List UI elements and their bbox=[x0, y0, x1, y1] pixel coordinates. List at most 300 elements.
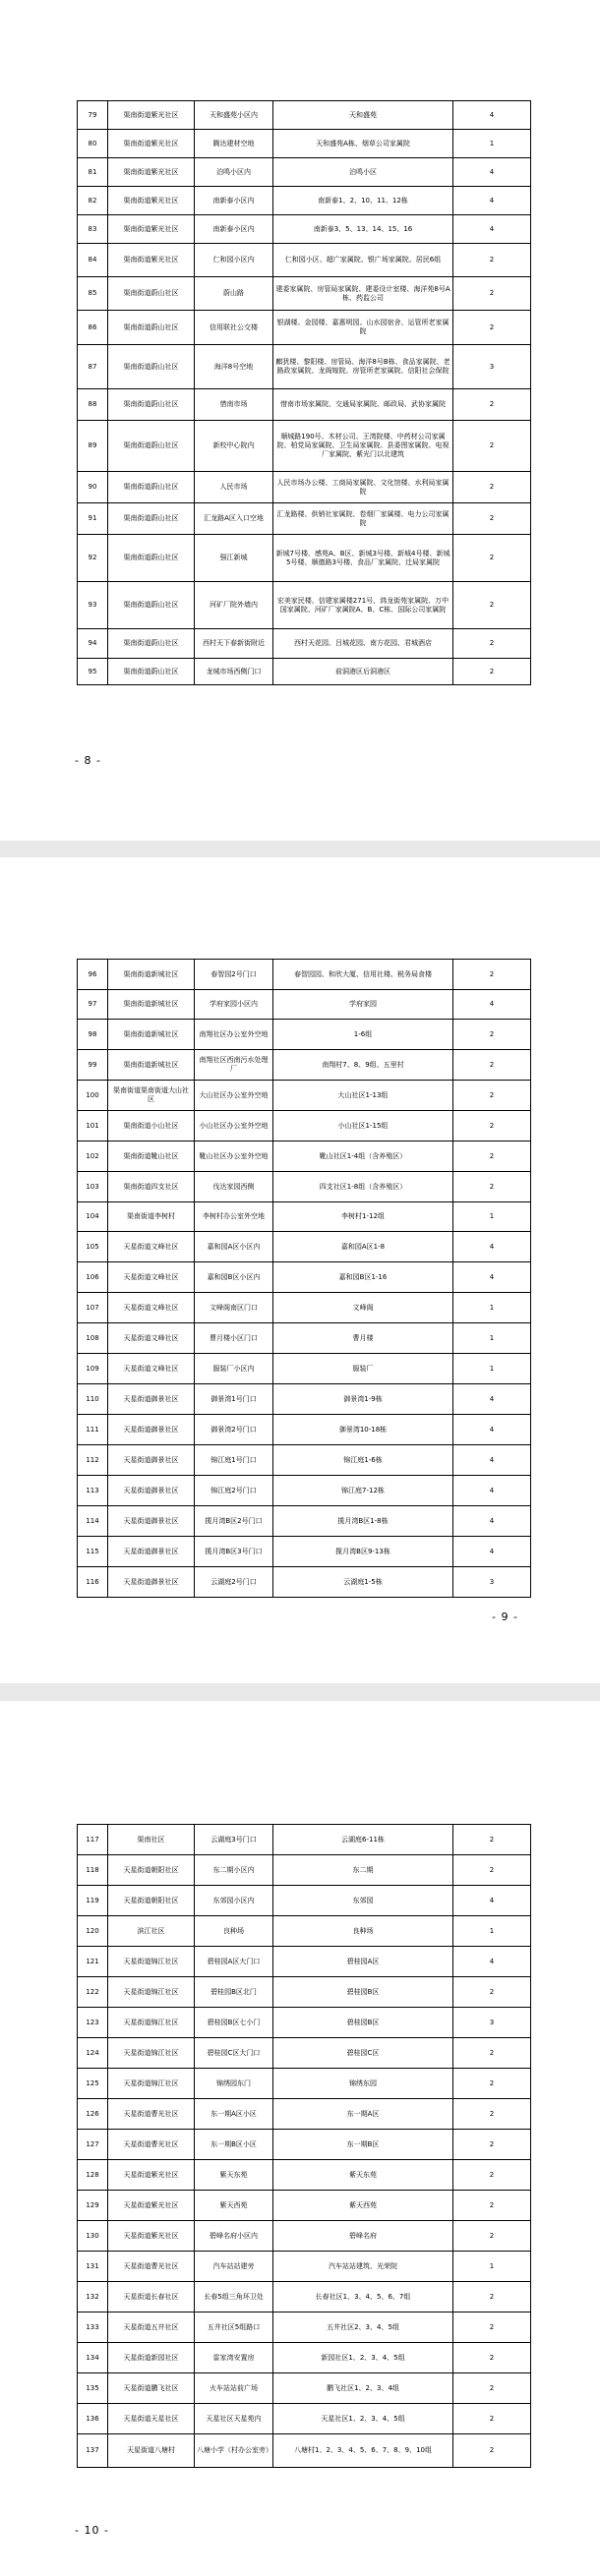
cell-scope: 仁和园小区、超广家属院、银广场家属院、居民6组 bbox=[273, 244, 453, 277]
cell-count: 1 bbox=[453, 130, 531, 158]
cell-count: 2 bbox=[453, 503, 531, 535]
cell-no: 113 bbox=[78, 1476, 108, 1506]
cell-location: 南翔社区办公室外空地 bbox=[195, 1020, 273, 1050]
cell-no: 95 bbox=[78, 659, 108, 685]
table-row bbox=[78, 1825, 531, 1855]
cell-location: 春智园2号门口 bbox=[195, 960, 273, 990]
cell-location: 八塘小学（村办公室旁） bbox=[195, 2434, 273, 2468]
cell-location: 文峰阁南区门口 bbox=[195, 1293, 273, 1323]
cell-scope: 顺城路190号、木材公司、王湾院楼、中药材公司家属院、柏党局家属院、卫生局家属院、县委图家属院、电视厂家属院、紫光门以北建筑 bbox=[273, 421, 453, 472]
cell-scope: 揽月湾B区9-13栋 bbox=[273, 1537, 453, 1567]
cell-community: 渠南街道紫光社区 bbox=[108, 187, 195, 215]
cell-community: 滨江社区 bbox=[108, 1916, 195, 1947]
cell-scope: 建委家属院、房管局家属院、建委设计室楼、海洋苑8号A栋、药监公司 bbox=[273, 277, 453, 311]
cell-community: 天星街道曹光社区 bbox=[108, 2130, 195, 2160]
table-row bbox=[78, 421, 531, 472]
cell-community: 渠南街道蔚山社区 bbox=[108, 345, 195, 389]
cell-no: 134 bbox=[78, 2343, 108, 2373]
cell-count: 1 bbox=[453, 1354, 531, 1384]
cell-scope: 天星社区1、2、3、4、5组 bbox=[273, 2404, 453, 2434]
table-row bbox=[78, 158, 531, 187]
cell-scope: 云湖庭6-11栋 bbox=[273, 1825, 453, 1855]
cell-community: 天星街道御景社区 bbox=[108, 1567, 195, 1598]
cell-no: 88 bbox=[78, 389, 108, 421]
cell-scope: 八塘村1、2、3、4、5、6、7、8、9、10组 bbox=[273, 2434, 453, 2468]
cell-scope: 大山社区1-13组 bbox=[273, 1081, 453, 1111]
cell-count: 2 bbox=[453, 1825, 531, 1855]
cell-location: 锦江庭2号门口 bbox=[195, 1476, 273, 1506]
cell-community: 渠南街道新城社区 bbox=[108, 960, 195, 990]
cell-scope: 锦江庭7-12栋 bbox=[273, 1476, 453, 1506]
cell-no: 105 bbox=[78, 1232, 108, 1262]
table-row bbox=[78, 1111, 531, 1142]
cell-community: 渠南街道紫光社区 bbox=[108, 158, 195, 187]
cell-location: 龙城市场西侧门口 bbox=[195, 659, 273, 685]
cell-scope: 御景湾10-18栋 bbox=[273, 1415, 453, 1445]
cell-no: 127 bbox=[78, 2130, 108, 2160]
cell-community: 渠南街道紫光社区 bbox=[108, 215, 195, 244]
cell-scope: 锦江庭1-6栋 bbox=[273, 1445, 453, 1476]
cell-location: 天星社区天星苑内 bbox=[195, 2404, 273, 2434]
cell-scope: 嘉和园A区1-8 bbox=[273, 1232, 453, 1262]
cell-no: 116 bbox=[78, 1567, 108, 1598]
document-page-10 bbox=[0, 1701, 600, 2576]
cell-count: 2 bbox=[453, 2434, 531, 2468]
table-row bbox=[78, 990, 531, 1020]
cell-scope: 天和盛苑 bbox=[273, 101, 453, 130]
cell-no: 79 bbox=[78, 101, 108, 130]
cell-scope: 紫天西苑 bbox=[273, 2191, 453, 2221]
cell-no: 115 bbox=[78, 1537, 108, 1567]
cell-scope: 碧峰名府 bbox=[273, 2221, 453, 2252]
site-table-page-9 bbox=[77, 959, 531, 1598]
cell-count: 4 bbox=[453, 158, 531, 187]
cell-no: 109 bbox=[78, 1354, 108, 1384]
table-row bbox=[78, 187, 531, 215]
cell-no: 99 bbox=[78, 1050, 108, 1081]
cell-count: 2 bbox=[453, 2221, 531, 2252]
cell-scope: 天和盛苑A栋、烟草公司家属院 bbox=[273, 130, 453, 158]
cell-community: 天星街道锦江社区 bbox=[108, 2008, 195, 2038]
cell-scope: 学府家园 bbox=[273, 990, 453, 1020]
cell-scope: 新园社区1、2、3、4、5组 bbox=[273, 2343, 453, 2373]
table-row bbox=[78, 2373, 531, 2404]
cell-location: 蔚山路 bbox=[195, 277, 273, 311]
cell-community: 天星街道紫光社区 bbox=[108, 2160, 195, 2191]
cell-location: 曹月楼小区门口 bbox=[195, 1323, 273, 1354]
table-row bbox=[78, 2221, 531, 2252]
cell-community: 天星街道御景社区 bbox=[108, 1506, 195, 1537]
cell-location: 东一期A区小区 bbox=[195, 2099, 273, 2130]
cell-count: 2 bbox=[453, 1172, 531, 1202]
cell-count: 2 bbox=[453, 2282, 531, 2313]
cell-location: 海洋8号空地 bbox=[195, 345, 273, 389]
cell-no: 101 bbox=[78, 1111, 108, 1142]
cell-no: 130 bbox=[78, 2221, 108, 2252]
cell-location: 雷家湾安置房 bbox=[195, 2343, 273, 2373]
cell-location: 大山社区办公室外空地 bbox=[195, 1081, 273, 1111]
cell-count: 2 bbox=[453, 629, 531, 659]
cell-count: 2 bbox=[453, 2160, 531, 2191]
cell-count: 2 bbox=[453, 421, 531, 472]
cell-count: 4 bbox=[453, 1415, 531, 1445]
cell-count: 2 bbox=[453, 1020, 531, 1050]
cell-community: 渠南街道蔚山社区 bbox=[108, 472, 195, 503]
cell-count: 2 bbox=[453, 1111, 531, 1142]
cell-community: 天星街道御景社区 bbox=[108, 1415, 195, 1445]
page-number: - 10 - bbox=[75, 2524, 109, 2537]
cell-no: 129 bbox=[78, 2191, 108, 2221]
cell-community: 天星街道紫光社区 bbox=[108, 2191, 195, 2221]
cell-count: 2 bbox=[453, 1855, 531, 1886]
cell-scope: 紫天东苑 bbox=[273, 2160, 453, 2191]
cell-scope: 小山社区1-15组 bbox=[273, 1111, 453, 1142]
cell-no: 106 bbox=[78, 1262, 108, 1293]
cell-scope: 嘉和园B区1-16 bbox=[273, 1262, 453, 1293]
cell-scope: 御景湾1-9栋 bbox=[273, 1384, 453, 1415]
cell-count: 2 bbox=[453, 2313, 531, 2343]
cell-no: 137 bbox=[78, 2434, 108, 2468]
cell-no: 90 bbox=[78, 472, 108, 503]
cell-count: 1 bbox=[453, 1916, 531, 1947]
cell-scope: 南新泰1、2、10、11、12栋 bbox=[273, 187, 453, 215]
table-row bbox=[78, 2313, 531, 2343]
cell-count: 2 bbox=[453, 2373, 531, 2404]
cell-location: 碧峰名府小区内 bbox=[195, 2221, 273, 2252]
table-row bbox=[78, 1537, 531, 1567]
page-number: - 9 - bbox=[492, 1610, 518, 1623]
cell-location: 紫天西苑 bbox=[195, 2191, 273, 2221]
cell-no: 93 bbox=[78, 582, 108, 629]
table-row bbox=[78, 1947, 531, 1977]
cell-count: 2 bbox=[453, 2069, 531, 2099]
cell-community: 天星街道鹏飞社区 bbox=[108, 2373, 195, 2404]
cell-scope: 碧桂园B区 bbox=[273, 1977, 453, 2008]
table-row bbox=[78, 503, 531, 535]
cell-count: 2 bbox=[453, 1977, 531, 2008]
cell-no: 84 bbox=[78, 244, 108, 277]
cell-count: 3 bbox=[453, 345, 531, 389]
cell-location: 东二期小区内 bbox=[195, 1855, 273, 1886]
document-page-9 bbox=[0, 857, 600, 1683]
table-row bbox=[78, 2130, 531, 2160]
cell-count: 1 bbox=[453, 1293, 531, 1323]
cell-no: 133 bbox=[78, 2313, 108, 2343]
cell-location: 南新泰小区内 bbox=[195, 215, 273, 244]
cell-no: 108 bbox=[78, 1323, 108, 1354]
table-row bbox=[78, 1384, 531, 1415]
cell-count: 4 bbox=[453, 1886, 531, 1916]
cell-scope: 银湖楼、金园楼、嘉惠明园、山水园宿舍、运管所老家属院 bbox=[273, 311, 453, 345]
table-row bbox=[78, 2069, 531, 2099]
cell-location: 泊鸣小区内 bbox=[195, 158, 273, 187]
cell-location: 良种场 bbox=[195, 1916, 273, 1947]
cell-community: 天星街道朝阳社区 bbox=[108, 1855, 195, 1886]
cell-location: 云湖庭3号门口 bbox=[195, 1825, 273, 1855]
cell-location: 服装厂小区内 bbox=[195, 1354, 273, 1384]
cell-location: 御景湾1号门口 bbox=[195, 1384, 273, 1415]
table-row bbox=[78, 1476, 531, 1506]
cell-no: 117 bbox=[78, 1825, 108, 1855]
cell-location: 汇龙路A区入口空地 bbox=[195, 503, 273, 535]
cell-count: 2 bbox=[453, 1142, 531, 1172]
table-row bbox=[78, 1415, 531, 1445]
cell-location: 五井社区5组路口 bbox=[195, 2313, 273, 2343]
cell-no: 83 bbox=[78, 215, 108, 244]
cell-location: 长春5组三角环卫处 bbox=[195, 2282, 273, 2313]
cell-count: 2 bbox=[453, 277, 531, 311]
cell-location: 南翔社区西南污水处理厂 bbox=[195, 1050, 273, 1081]
cell-community: 天星街道曹光社区 bbox=[108, 2099, 195, 2130]
cell-community: 渠南街道李树村 bbox=[108, 1202, 195, 1232]
cell-scope: 人民市场办公楼、工商局家属院、文化馆楼、水利局家属院 bbox=[273, 472, 453, 503]
cell-no: 82 bbox=[78, 187, 108, 215]
table-row bbox=[78, 2038, 531, 2069]
cell-community: 渠南街道蔚山社区 bbox=[108, 659, 195, 685]
table-row bbox=[78, 244, 531, 277]
cell-location: 河矿厂院外墙内 bbox=[195, 582, 273, 629]
cell-location: 学府家园小区内 bbox=[195, 990, 273, 1020]
cell-community: 天星街道曹光社区 bbox=[108, 2252, 195, 2282]
cell-community: 天星街道八塘村 bbox=[108, 2434, 195, 2468]
cell-scope: 新城7号楼、感苑A、B区、新城3号楼、新城4号楼、新城5号楼、顺德路3号楼、食品厂家属院、迁局家属院 bbox=[273, 535, 453, 582]
table-row bbox=[78, 311, 531, 345]
cell-community: 天星街道文峰社区 bbox=[108, 1323, 195, 1354]
cell-community: 天星街道御景社区 bbox=[108, 1384, 195, 1415]
cell-count: 2 bbox=[453, 389, 531, 421]
cell-community: 渠南街道蔚山社区 bbox=[108, 277, 195, 311]
cell-scope: 四支社区1-8组（含养殖区） bbox=[273, 1172, 453, 1202]
table-row bbox=[78, 345, 531, 389]
cell-location: 南新泰小区内 bbox=[195, 187, 273, 215]
cell-community: 渠南街道蔚山社区 bbox=[108, 629, 195, 659]
cell-no: 110 bbox=[78, 1384, 108, 1415]
cell-no: 128 bbox=[78, 2160, 108, 2191]
cell-count: 4 bbox=[453, 1232, 531, 1262]
table-row bbox=[78, 582, 531, 629]
cell-scope: 宏美家民楼、信建家属楼271号、鸿龙街苑家属院、万中国家属院、河矿厂家属院A、B、C栋、国际公司家属院 bbox=[273, 582, 453, 629]
cell-scope: 揽月湾B区1-8栋 bbox=[273, 1506, 453, 1537]
cell-no: 103 bbox=[78, 1172, 108, 1202]
cell-count: 1 bbox=[453, 1323, 531, 1354]
document-page-8 bbox=[0, 0, 600, 841]
table-row bbox=[78, 215, 531, 244]
cell-no: 100 bbox=[78, 1081, 108, 1111]
cell-community: 渠南街道紫光社区 bbox=[108, 244, 195, 277]
cell-count: 1 bbox=[453, 1202, 531, 1232]
cell-no: 125 bbox=[78, 2069, 108, 2099]
cell-location: 紫天东苑 bbox=[195, 2160, 273, 2191]
cell-scope: 鹏飞社区1、2、3、4组 bbox=[273, 2373, 453, 2404]
table-row bbox=[78, 1142, 531, 1172]
cell-scope: 长春社区1、3、4、5、6、7组 bbox=[273, 2282, 453, 2313]
table-row bbox=[78, 472, 531, 503]
cell-location: 碧桂园A区大门口 bbox=[195, 1947, 273, 1977]
cell-community: 渠南街道新城社区 bbox=[108, 1020, 195, 1050]
table-row bbox=[78, 1886, 531, 1916]
cell-no: 102 bbox=[78, 1142, 108, 1172]
cell-count: 2 bbox=[453, 659, 531, 685]
cell-scope: 服装厂 bbox=[273, 1354, 453, 1384]
cell-location: 锦江庭1号门口 bbox=[195, 1445, 273, 1476]
cell-community: 天星街道文峰社区 bbox=[108, 1293, 195, 1323]
cell-no: 80 bbox=[78, 130, 108, 158]
table-row bbox=[78, 1506, 531, 1537]
cell-scope: 靴山社区1-4组（含养殖区） bbox=[273, 1142, 453, 1172]
cell-community: 天星街道御景社区 bbox=[108, 1476, 195, 1506]
cell-no: 92 bbox=[78, 535, 108, 582]
cell-count: 4 bbox=[453, 1384, 531, 1415]
cell-no: 122 bbox=[78, 1977, 108, 2008]
cell-scope: 南新泰3、5、13、14、15、16 bbox=[273, 215, 453, 244]
cell-location: 仁和园小区内 bbox=[195, 244, 273, 277]
cell-no: 89 bbox=[78, 421, 108, 472]
cell-count: 2 bbox=[453, 1081, 531, 1111]
cell-community: 天星街道锦江社区 bbox=[108, 1977, 195, 2008]
cell-scope: 锦绣东园 bbox=[273, 2069, 453, 2099]
table-row bbox=[78, 1354, 531, 1384]
cell-count: 3 bbox=[453, 2008, 531, 2038]
cell-count: 2 bbox=[453, 2130, 531, 2160]
cell-community: 渠南街道靴山社区 bbox=[108, 1142, 195, 1172]
cell-no: 112 bbox=[78, 1445, 108, 1476]
cell-no: 91 bbox=[78, 503, 108, 535]
site-table-page-8 bbox=[77, 100, 531, 685]
cell-scope: 1-6组 bbox=[273, 1020, 453, 1050]
cell-count: 1 bbox=[453, 2252, 531, 2282]
cell-community: 渠南街道蔚山社区 bbox=[108, 582, 195, 629]
cell-location: 碧桂园B区北门 bbox=[195, 1977, 273, 2008]
site-table-page-10 bbox=[77, 1824, 531, 2468]
table-row bbox=[78, 389, 531, 421]
cell-count: 3 bbox=[453, 1567, 531, 1598]
table-row bbox=[78, 1977, 531, 2008]
cell-community: 天星街道锦江社区 bbox=[108, 2069, 195, 2099]
cell-location: 御景湾2号门口 bbox=[195, 1415, 273, 1445]
table-row bbox=[78, 1050, 531, 1081]
cell-count: 2 bbox=[453, 2099, 531, 2130]
cell-count: 2 bbox=[453, 2343, 531, 2373]
cell-no: 114 bbox=[78, 1506, 108, 1537]
cell-no: 135 bbox=[78, 2373, 108, 2404]
cell-location: 揽月湾B区2号门口 bbox=[195, 1506, 273, 1537]
cell-community: 天星街道五井社区 bbox=[108, 2313, 195, 2343]
cell-scope: 西村天花园、吕城花园、南方花园、君城酒店 bbox=[273, 629, 453, 659]
cell-scope: 五井社区2、3、4、5组 bbox=[273, 2313, 453, 2343]
cell-community: 渠南街道蔚山社区 bbox=[108, 389, 195, 421]
table-row bbox=[78, 101, 531, 130]
cell-location: 云湖庭2号门口 bbox=[195, 1567, 273, 1598]
cell-location: 强江新城 bbox=[195, 535, 273, 582]
cell-no: 121 bbox=[78, 1947, 108, 1977]
table-row bbox=[78, 1855, 531, 1886]
cell-no: 94 bbox=[78, 629, 108, 659]
cell-location: 小山社区办公室外空地 bbox=[195, 1111, 273, 1142]
cell-scope: 曹月楼 bbox=[273, 1323, 453, 1354]
cell-count: 4 bbox=[453, 990, 531, 1020]
cell-community: 渠南街道蔚山社区 bbox=[108, 535, 195, 582]
cell-count: 2 bbox=[453, 2038, 531, 2069]
cell-count: 4 bbox=[453, 1506, 531, 1537]
cell-no: 87 bbox=[78, 345, 108, 389]
cell-no: 96 bbox=[78, 960, 108, 990]
cell-location: 东一期B区小区 bbox=[195, 2130, 273, 2160]
cell-scope: 春智园园、和欣大厦、信用社楼、税务局食楼 bbox=[273, 960, 453, 990]
cell-scope: 汽车站站建筑、光荣院 bbox=[273, 2252, 453, 2282]
cell-location: 李树村办公室外空地 bbox=[195, 1202, 273, 1232]
cell-location: 揽月湾B区3号门口 bbox=[195, 1537, 273, 1567]
cell-community: 天星街道天星社区 bbox=[108, 2404, 195, 2434]
cell-community: 渠南街道新城社区 bbox=[108, 1050, 195, 1081]
cell-no: 136 bbox=[78, 2404, 108, 2434]
cell-community: 天星街道御景社区 bbox=[108, 1445, 195, 1476]
cell-community: 渠南街道四支社区 bbox=[108, 1172, 195, 1202]
cell-no: 86 bbox=[78, 311, 108, 345]
cell-location: 嘉和园B区小区内 bbox=[195, 1262, 273, 1293]
table-row bbox=[78, 1916, 531, 1947]
table-row bbox=[78, 1567, 531, 1598]
cell-count: 2 bbox=[453, 2191, 531, 2221]
cell-community: 渠南街道蔚山社区 bbox=[108, 421, 195, 472]
cell-scope: 碧桂园A区 bbox=[273, 1947, 453, 1977]
table-row bbox=[78, 2191, 531, 2221]
cell-scope: 麒犹楼、黎阳楼、房管局、海洋8号B栋、食品家属院、老路政家属院、龙阁嫁院、房管所老家属院、信阳社会保院 bbox=[273, 345, 453, 389]
cell-location: 火车站站前广场 bbox=[195, 2373, 273, 2404]
table-row bbox=[78, 2160, 531, 2191]
cell-community: 天星街道新园社区 bbox=[108, 2343, 195, 2373]
cell-community: 渠南社区 bbox=[108, 1825, 195, 1855]
cell-no: 85 bbox=[78, 277, 108, 311]
table-row bbox=[78, 1202, 531, 1232]
cell-community: 天星街道锦江社区 bbox=[108, 1947, 195, 1977]
cell-no: 118 bbox=[78, 1855, 108, 1886]
table-row bbox=[78, 1172, 531, 1202]
cell-location: 新校中心院内 bbox=[195, 421, 273, 472]
cell-community: 渠南街道紫光社区 bbox=[108, 101, 195, 130]
cell-location: 嘉和园A区小区内 bbox=[195, 1232, 273, 1262]
cell-scope: 东二期 bbox=[273, 1855, 453, 1886]
cell-community: 渠南街道蔚山社区 bbox=[108, 503, 195, 535]
cell-no: 131 bbox=[78, 2252, 108, 2282]
table-row bbox=[78, 2099, 531, 2130]
cell-scope: 东一期B区 bbox=[273, 2130, 453, 2160]
table-row bbox=[78, 130, 531, 158]
cell-community: 渠南街道紫光社区 bbox=[108, 130, 195, 158]
cell-no: 111 bbox=[78, 1415, 108, 1445]
cell-scope: 南翔村7、8、9组、五里村 bbox=[273, 1050, 453, 1081]
cell-no: 119 bbox=[78, 1886, 108, 1916]
cell-community: 天星街道御景社区 bbox=[108, 1537, 195, 1567]
cell-community: 天星街道文峰社区 bbox=[108, 1232, 195, 1262]
cell-no: 126 bbox=[78, 2099, 108, 2130]
cell-no: 104 bbox=[78, 1202, 108, 1232]
cell-scope: 李树村1-12组 bbox=[273, 1202, 453, 1232]
table-row bbox=[78, 1262, 531, 1293]
cell-scope: 东一期A区 bbox=[273, 2099, 453, 2130]
cell-no: 98 bbox=[78, 1020, 108, 1050]
cell-count: 2 bbox=[453, 244, 531, 277]
cell-location: 汽车站站建旁 bbox=[195, 2252, 273, 2282]
table-row bbox=[78, 1445, 531, 1476]
cell-no: 124 bbox=[78, 2038, 108, 2069]
cell-no: 107 bbox=[78, 1293, 108, 1323]
cell-no: 123 bbox=[78, 2008, 108, 2038]
cell-no: 81 bbox=[78, 158, 108, 187]
table-row bbox=[78, 2343, 531, 2373]
cell-scope: 泊鸣小区 bbox=[273, 158, 453, 187]
cell-count: 4 bbox=[453, 101, 531, 130]
cell-scope: 东郊园 bbox=[273, 1886, 453, 1916]
